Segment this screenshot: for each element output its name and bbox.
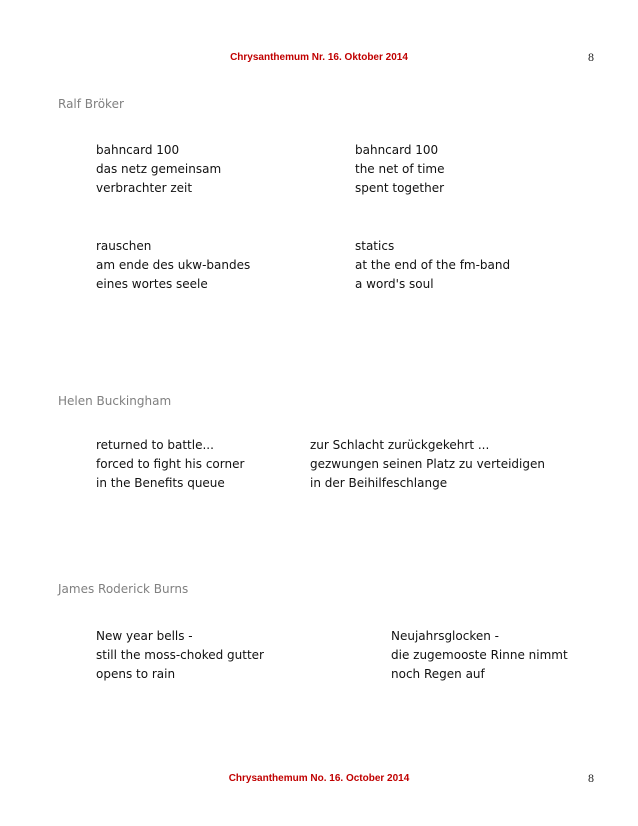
poem-line: at the end of the fm-band — [355, 258, 511, 272]
poem-line: bahncard 100 — [355, 143, 439, 157]
page-header-number: 8 — [588, 50, 594, 64]
poem-line: rauschen — [96, 239, 152, 253]
poem-line: spent together — [355, 181, 445, 195]
poem-line: bahncard 100 — [96, 143, 180, 157]
poem-line: zur Schlacht zurückgekehrt ... — [310, 438, 490, 452]
poem-line: a word's soul — [355, 277, 434, 291]
poem-line: gezwungen seinen Platz zu verteidigen — [310, 457, 545, 471]
author-name: Helen Buckingham — [58, 394, 172, 408]
poem-line: Neujahrsglocken - — [391, 629, 499, 643]
poem-line: statics — [355, 239, 395, 253]
poem-original — [96, 237, 250, 294]
poem-original — [96, 436, 244, 493]
poem-line: am ende des ukw-bandes — [96, 258, 251, 272]
poem-line: verbrachter zeit — [96, 181, 193, 195]
author-name: James Roderick Burns — [58, 582, 189, 596]
poem-line: eines wortes seele — [96, 277, 208, 291]
poem-line: die zugemooste Rinne nimmt — [391, 648, 568, 662]
poem-line: the net of time — [355, 162, 445, 176]
poem-translation — [391, 627, 568, 684]
poem-original — [96, 627, 264, 684]
poem-line: New year bells - — [96, 629, 193, 643]
poem-line: still the moss-choked gutter — [96, 648, 264, 662]
poem-original — [96, 141, 221, 198]
poem-line: opens to rain — [96, 667, 176, 681]
page-header-title: Chrysanthemum Nr. 16. Oktober 2014 — [230, 52, 408, 63]
poem-translation — [310, 436, 545, 493]
author-name: Ralf Bröker — [58, 97, 124, 111]
poem-translation — [355, 141, 445, 198]
page-footer-title: Chrysanthemum No. 16. October 2014 — [228, 773, 410, 784]
poem-line: das netz gemeinsam — [96, 162, 222, 176]
poem-line: returned to battle... — [96, 438, 214, 452]
poem-line: in the Benefits queue — [96, 476, 225, 490]
poem-line: noch Regen auf — [391, 667, 485, 681]
poem-line: forced to fight his corner — [96, 457, 245, 471]
poem-translation — [355, 237, 510, 294]
poem-line: in der Beihilfeschlange — [310, 476, 448, 490]
page-footer-number: 8 — [588, 771, 594, 785]
